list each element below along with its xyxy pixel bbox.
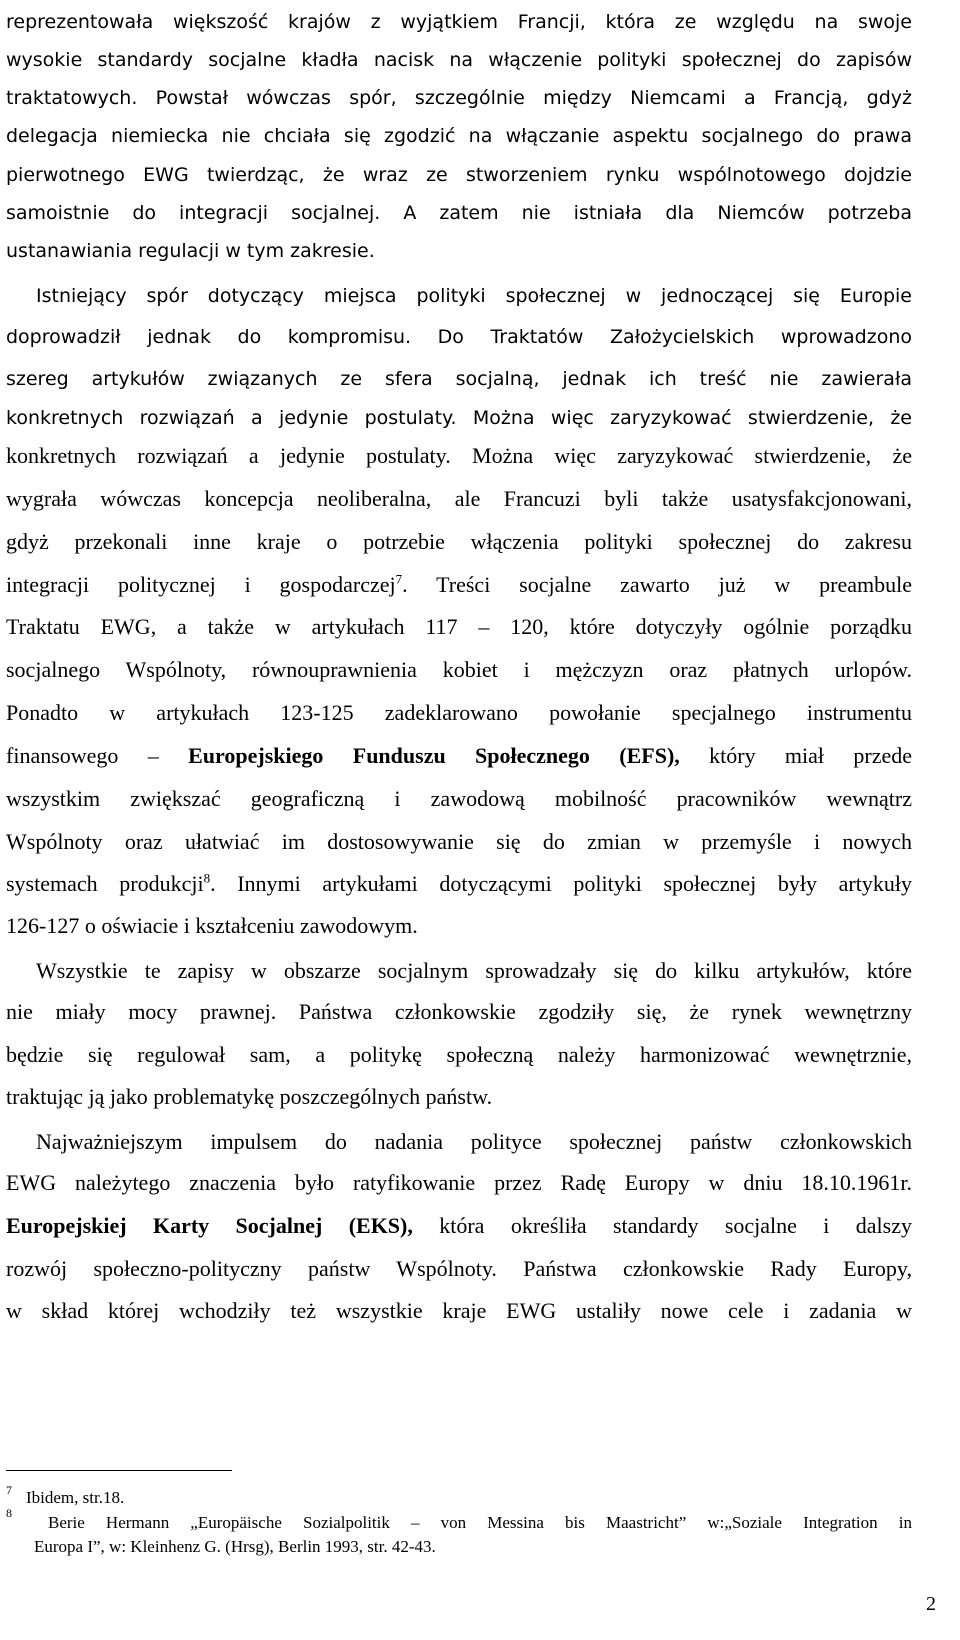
text-line: rozwój społeczno-polityczny państw Wspólnoty. Państwa członkowskie Rady Europy, bbox=[6, 1256, 912, 1281]
text-line: gdyż przekonali inne kraje o potrzebie włączenia polityki społecznej do zakresu bbox=[6, 529, 912, 554]
text-line: pierwotnego EWG twierdząc, że wraz ze stworzeniem rynku wspólnotowego dojdzie bbox=[6, 164, 912, 186]
footnote-number: 8 bbox=[6, 1506, 12, 1520]
text-line: samoistnie do integracji socjalnej. A zatem nie istniała dla Niemców potrzeba bbox=[6, 202, 912, 224]
text-segment: . Treści socjalne zawarto już w preambule bbox=[402, 572, 913, 597]
text-line: socjalnego Wspólnoty, równouprawnienia kobiet i mężczyzn oraz płatnych urlopów. bbox=[6, 657, 912, 682]
text-line: wszystkim zwiększać geograficzną i zawodową mobilność pracowników wewnątrz bbox=[6, 786, 912, 811]
text-line: w skład której wchodziły też wszystkie kraje EWG ustaliły nowe cele i zadania w bbox=[6, 1298, 912, 1323]
footnote-reference: 8 bbox=[203, 870, 211, 886]
text-line: EWG należytego znaczenia było ratyfikowanie przez Radę Europy w dniu 18.10.1961r. bbox=[6, 1170, 912, 1195]
footnote-text: Ibidem, str.18. bbox=[26, 1488, 125, 1507]
text-line bbox=[6, 1211, 912, 1241]
text-line: traktując ją jako problematykę poszczególnych państw. bbox=[6, 1084, 493, 1109]
text-line: Traktatu EWG, a także w artykułach 117 – 120, które dotyczyły ogólnie porządku bbox=[6, 614, 912, 639]
text-line: 126-127 o oświacie i kształceniu zawodowym. bbox=[6, 913, 418, 938]
footnote-reference: 7 bbox=[395, 571, 403, 587]
page-number: 2 bbox=[926, 1593, 936, 1615]
text-line: Najważniejszym impulsem do nadania polityce społecznej państw członkowskich bbox=[36, 1129, 912, 1154]
text-segment: . Innymi artykułami dotyczącymi polityki społecznej były artykuły bbox=[210, 871, 912, 896]
text-line: Istniejący spór dotyczący miejsca polityki społecznej w jednoczącej się Europie bbox=[36, 285, 912, 307]
text-segment: finansowego – bbox=[6, 743, 189, 768]
text-line: będzie się regulował sam, a politykę społeczną należy harmonizować wewnętrznie, bbox=[6, 1042, 912, 1067]
bold-term: Europejskiej Karty Socjalnej (EKS), bbox=[6, 1213, 413, 1238]
footnote-text: Europa I”, w: Kleinhenz G. (Hrsg), Berlin 1993, str. 42-43. bbox=[34, 1537, 436, 1556]
text-line bbox=[6, 570, 912, 600]
text-line: konkretnych rozwiązań a jedynie postulaty. Można więc zaryzykować stwierdzenie, że bbox=[6, 443, 912, 468]
footnote-separator bbox=[6, 1470, 232, 1471]
text-line: wygrała wówczas koncepcja neoliberalna, ale Francuzi byli także usatysfakcjonowani, bbox=[6, 486, 912, 511]
text-line bbox=[6, 869, 912, 899]
text-segment: który miał przede bbox=[679, 743, 912, 768]
text-line: szereg artykułów związanych ze sfera socjalną, jednak ich treść nie zawierała bbox=[6, 368, 912, 390]
text-line: ustanawiania regulacji w tym zakresie. bbox=[6, 240, 375, 262]
bold-term: Europejskiego Funduszu Społecznego (EFS), bbox=[188, 743, 680, 768]
text-line: wysokie standardy socjalne kładła nacisk na włączenie polityki społecznej do zapisów bbox=[6, 49, 912, 71]
text-segment: integracji politycznej i gospodarczej bbox=[6, 572, 396, 597]
text-line: doprowadził jednak do kompromisu. Do Traktatów Założycielskich wprowadzono bbox=[6, 326, 912, 348]
footnote-number: 7 bbox=[6, 1483, 12, 1497]
text-line: Wspólnoty oraz ułatwiać im dostosowywanie się do zmian w przemyśle i nowych bbox=[6, 829, 912, 854]
text-line: reprezentowała większość krajów z wyjątkiem Francji, która ze względu na swoje bbox=[6, 11, 912, 33]
text-segment: która określiła standardy socjalne i dalszy bbox=[412, 1213, 912, 1238]
text-line: nie miały mocy prawnej. Państwa członkowskie zgodziły się, że rynek wewnętrzny bbox=[6, 999, 912, 1024]
text-line: traktatowych. Powstał wówczas spór, szczególnie między Niemcami a Francją, gdyż bbox=[6, 87, 912, 109]
footnote-text: Berie Hermann „Europäische Sozialpolitik – von Messina bis Maastricht” w:„Soziale Integration in bbox=[48, 1513, 912, 1532]
text-line: Ponadto w artykułach 123-125 zadeklarowano powołanie specjalnego instrumentu bbox=[6, 700, 912, 725]
text-line bbox=[6, 741, 912, 771]
text-line: delegacja niemiecka nie chciała się zgodzić na włączanie aspektu socjalnego do prawa bbox=[6, 125, 912, 147]
text-segment: systemach produkcji bbox=[6, 871, 204, 896]
text-line: konkretnych rozwiązań a jedynie postulaty. Można więc zaryzykować stwierdzenie, że bbox=[6, 407, 912, 429]
text-line: Wszystkie te zapisy w obszarze socjalnym sprowadzały się do kilku artykułów, które bbox=[36, 958, 912, 983]
